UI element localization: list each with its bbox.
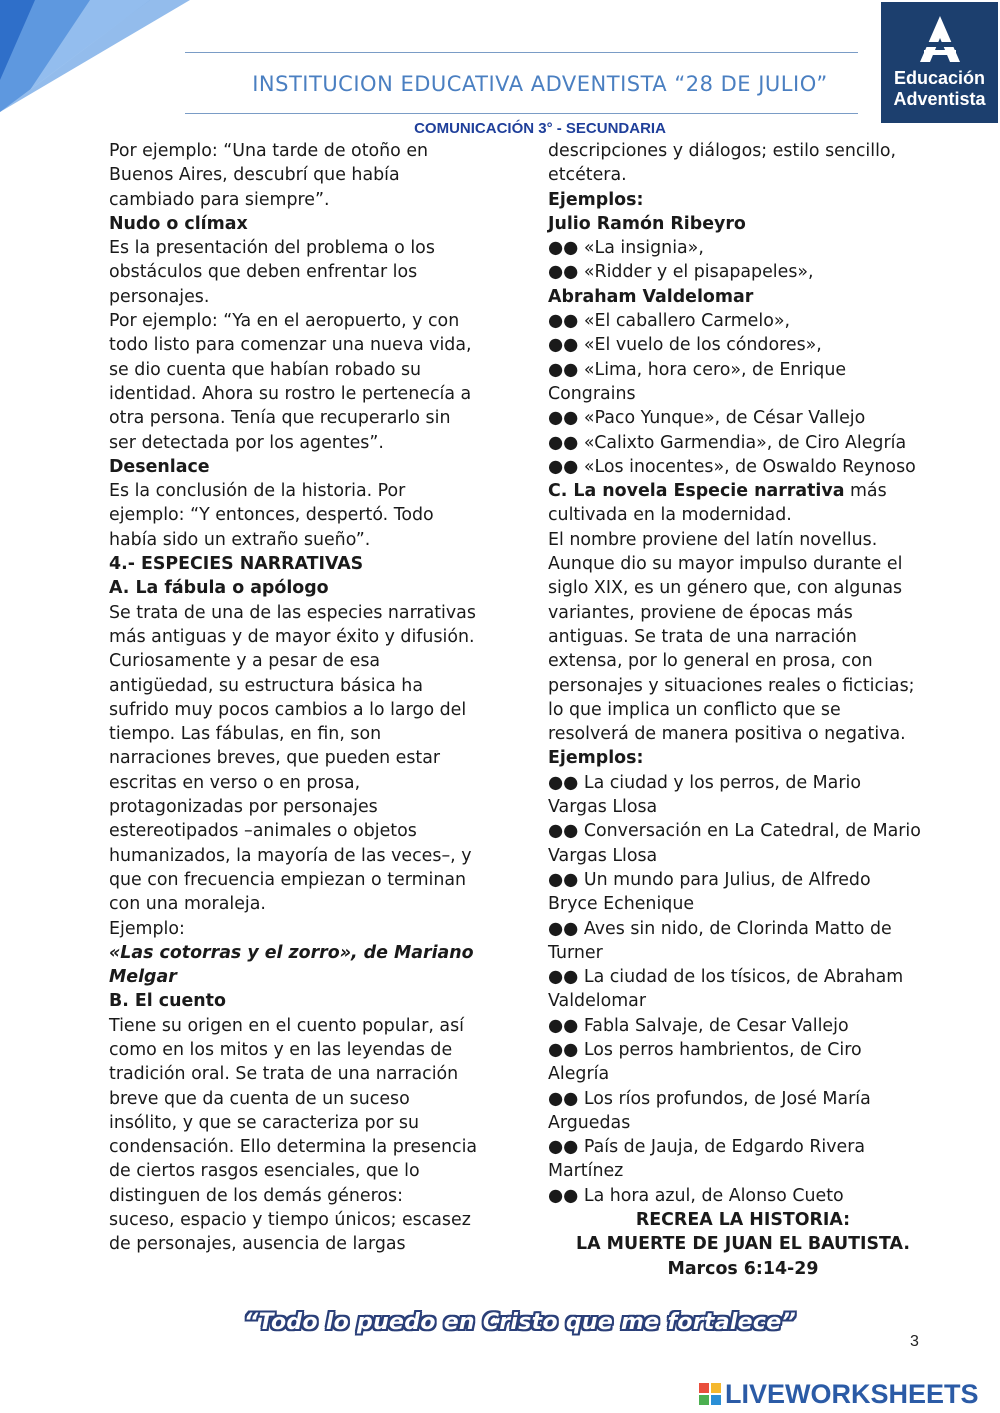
list-item: ●● «Lima, hora cero», de Enrique xyxy=(548,359,847,380)
list-item: ●● «Los inocentes», de Oswaldo Reynoso xyxy=(548,456,916,477)
text-line: Curiosamente y a pesar de esa xyxy=(109,651,381,672)
text-line: que con frecuencia empiezan o terminan xyxy=(109,869,467,890)
subject-title: COMUNICACIÓN 3° - SECUNDARIA xyxy=(414,120,666,137)
text-line: etcétera. xyxy=(548,165,627,186)
adventist-logo xyxy=(881,2,998,123)
text-line: Es la presentación del problema o los xyxy=(109,238,435,259)
text-line: Es la conclusión de la historia. Por xyxy=(109,481,406,502)
text-line: lo que implica un conflicto que se xyxy=(548,699,841,720)
text-line: más antiguas y de mayor éxito y difusión. xyxy=(109,626,475,647)
author-ribeyro: Julio Ramón Ribeyro xyxy=(548,213,746,234)
text-line: tiempo. Las fábulas, en fin, son xyxy=(109,724,382,745)
list-item: ●● «El vuelo de los cóndores», xyxy=(548,335,822,356)
text-line: personajes y situaciones reales o ficticias; xyxy=(548,675,915,696)
text-line: Buenos Aires, descubrí que había xyxy=(109,165,400,186)
text-line: Por ejemplo: “Una tarde de otoño en xyxy=(109,141,429,161)
list-item: ●● Los ríos profundos, de José María xyxy=(548,1088,871,1109)
closing-heading: RECREA LA HISTORIA: xyxy=(635,1210,851,1231)
list-item: Congrains xyxy=(548,383,636,404)
text-line: escritas en verso o en prosa, xyxy=(109,772,361,793)
text-line: como en los mitos y en las leyendas de xyxy=(109,1039,453,1060)
list-item: ●● País de Jauja, de Edgardo Rivera xyxy=(548,1137,866,1158)
list-item: ●● Aves sin nido, de Clorinda Matto de xyxy=(548,918,892,939)
page-number: 3 xyxy=(910,1333,919,1350)
heading-ejemplos: Ejemplos: xyxy=(548,189,644,210)
corner-decoration xyxy=(0,0,190,115)
text-line: otra persona. Tenía que recuperarlo sin xyxy=(109,408,451,429)
heading-nudo: Nudo o clímax xyxy=(109,213,248,234)
text-line: había sido un extraño sueño”. xyxy=(109,529,371,550)
text-line: personajes. xyxy=(109,286,210,307)
list-item: Turner xyxy=(548,942,603,963)
adventist-flame-icon xyxy=(916,14,964,66)
left-column xyxy=(109,139,509,1257)
text-line: Por ejemplo: “Ya en el aeropuerto, y con xyxy=(109,311,460,332)
text-line: Ejemplo: xyxy=(109,918,185,939)
list-item: ●● «Calixto Garmendia», de Ciro Alegría xyxy=(548,432,907,453)
text-line: de personajes, ausencia de largas xyxy=(109,1234,406,1255)
text-line: se dio cuenta que habían robado su xyxy=(109,359,422,380)
list-item: Vargas Llosa xyxy=(548,797,658,818)
list-item: Vargas Llosa xyxy=(548,845,658,866)
header-top-rule xyxy=(185,52,858,53)
liveworksheets-brand[interactable] xyxy=(698,1378,979,1410)
text-line: El nombre proviene del latín novellus. xyxy=(548,529,878,550)
right-column xyxy=(548,139,938,1281)
liveworksheets-logo-icon xyxy=(698,1382,722,1406)
school-name: INSTITUCION EDUCATIVA ADVENTISTA “28 DE JULIO” xyxy=(252,72,828,96)
list-item: Martínez xyxy=(548,1161,624,1182)
list-item: ●● La ciudad de los tísicos, de Abraham xyxy=(548,967,904,988)
text-line: Se trata de una de las especies narrativas xyxy=(109,602,476,623)
list-item: ●● La ciudad y los perros, de Mario xyxy=(548,772,861,793)
list-item: Valdelomar xyxy=(548,991,646,1012)
text-line: narraciones breves, que pueden estar xyxy=(109,748,441,769)
text-line: con una moraleja. xyxy=(109,894,266,915)
list-item: ●● «Paco Yunque», de César Vallejo xyxy=(548,408,866,429)
author-valdelomar: Abraham Valdelomar xyxy=(548,286,754,307)
heading-fabula: A. La fábula o apólogo xyxy=(109,578,329,599)
text-line: siglo XIX, es un género que, con algunas xyxy=(548,578,903,599)
text-line: variantes, proviene de épocas más xyxy=(548,602,853,623)
brand-name: LIVEWORKSHEETS xyxy=(725,1378,979,1409)
list-item: ●● Fabla Salvaje, de Cesar Vallejo xyxy=(548,1015,849,1036)
text-line: protagonizadas por personajes xyxy=(109,797,378,818)
fable-title-line: Melgar xyxy=(109,967,177,988)
novela-heading-line xyxy=(548,479,938,503)
list-item: ●● «El caballero Carmelo», xyxy=(548,311,790,332)
list-item: Bryce Echenique xyxy=(548,894,695,915)
logo-line-1: Educación xyxy=(893,68,986,88)
text-line: humanizados, la mayoría de las veces–, y xyxy=(109,845,472,866)
text-line: extensa, por lo general en prosa, con xyxy=(548,651,873,672)
text-line: sufrido muy pocos cambios a lo largo del xyxy=(109,699,467,720)
text-line: de ciertos rasgos esenciales, que lo xyxy=(109,1161,420,1182)
list-item: ●● La hora azul, de Alonso Cueto xyxy=(548,1185,844,1206)
text-line: obstáculos que deben enfrentar los xyxy=(109,262,418,283)
text-line: Tiene su origen en el cuento popular, así xyxy=(109,1015,464,1036)
list-item: ●● Los perros hambrientos, de Ciro xyxy=(548,1039,862,1060)
heading-novela: C. La novela Especie narrativa xyxy=(548,481,845,502)
text-line: condensación. Ello determina la presencia xyxy=(109,1137,478,1158)
header-bottom-rule xyxy=(185,113,858,114)
text-line: resolverá de manera positiva o negativa. xyxy=(548,724,906,745)
text-span: más xyxy=(844,481,887,502)
list-item: ●● Un mundo para Julius, de Alfredo xyxy=(548,869,871,890)
text-line: cultivada en la modernidad. xyxy=(548,505,792,526)
heading-cuento: B. El cuento xyxy=(109,991,226,1012)
text-line: tradición oral. Se trata de una narración xyxy=(109,1064,459,1085)
text-line: antigüedad, su estructura básica ha xyxy=(109,675,423,696)
text-line: antiguas. Se trata de una narración xyxy=(548,626,857,647)
text-line: suceso, espacio y tiempo únicos; escasez xyxy=(109,1210,471,1231)
footer-motto: “Todo lo puedo en Cristo que me fortalece” xyxy=(244,1310,796,1335)
text-line: descripciones y diálogos; estilo sencillo, xyxy=(548,141,897,161)
heading-ejemplos-2: Ejemplos: xyxy=(548,748,644,769)
text-line: Aunque dio su mayor impulso durante el xyxy=(548,554,903,575)
text-line: distinguen de los demás géneros: xyxy=(109,1185,403,1206)
text-line: ejemplo: “Y entonces, despertó. Todo xyxy=(109,505,434,526)
list-item: ●● «Ridder y el pisapapeles», xyxy=(548,262,814,283)
text-line: ser detectada por los agentes”. xyxy=(109,432,384,453)
text-line: identidad. Ahora su rostro le pertenecía a xyxy=(109,383,472,404)
text-line: estereotipados –animales o objetos xyxy=(109,821,417,842)
text-line: cambiado para siempre”. xyxy=(109,189,330,210)
logo-line-2: Adventista xyxy=(893,89,986,109)
text-line: insólito, y que se caracteriza por su xyxy=(109,1112,419,1133)
list-item: Alegría xyxy=(548,1064,610,1085)
heading-desenlace: Desenlace xyxy=(109,456,210,477)
closing-reference: Marcos 6:14-29 xyxy=(667,1258,819,1279)
closing-title: LA MUERTE DE JUAN EL BAUTISTA. xyxy=(576,1234,910,1255)
text-line: breve que da cuenta de un suceso xyxy=(109,1088,410,1109)
heading-especies: 4.- ESPECIES NARRATIVAS xyxy=(109,554,364,575)
list-item: ●● Conversación en La Catedral, de Mario xyxy=(548,821,921,842)
fable-title-line: «Las cotorras y el zorro», de Mariano xyxy=(109,942,474,963)
list-item: Arguedas xyxy=(548,1112,631,1133)
text-line: todo listo para comenzar una nueva vida, xyxy=(109,335,472,356)
list-item: ●● «La insignia», xyxy=(548,238,704,259)
